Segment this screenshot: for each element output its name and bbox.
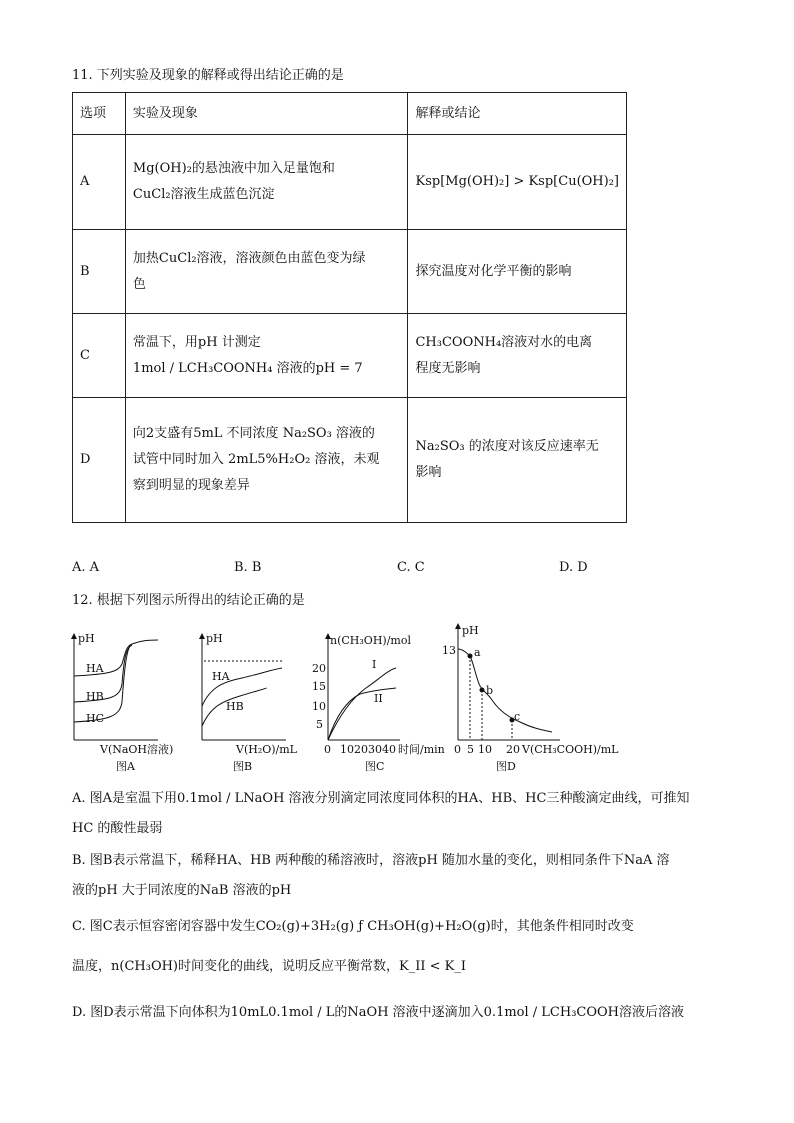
statement-a-line2: HC 的酸性最弱 xyxy=(72,821,163,836)
fig-d-label-a: a xyxy=(474,646,481,659)
figure-c xyxy=(312,634,445,773)
conclusion-line: CH₃COONH₄溶液对水的电离 xyxy=(415,334,593,350)
fig-a-caption: 图A xyxy=(116,760,135,773)
statement-d-line1: D. 图D表示常温下向体积为10mL0.1mol / L的NaOH 溶液中逐滴加入0.1mol / LCH₃COOH溶液后溶液 xyxy=(72,1005,685,1020)
header-option: 选项 xyxy=(73,93,126,135)
statement-c-line1: C. 图C表示恒容密闭容器中发生CO₂(g)+3H₂(g) ƒ CH₃OH(g)+H₂O(g)时，其他条件相同时改变 xyxy=(72,919,634,934)
row-conclusion xyxy=(408,398,627,523)
question-12-title: 12. 根据下列图示所得出的结论正确的是 xyxy=(72,593,305,608)
fig-a-label-hc: HC xyxy=(86,712,105,725)
row-conclusion xyxy=(408,230,627,314)
exp-line: 察到明显的现象差异 xyxy=(132,478,250,493)
row-option: D xyxy=(73,398,126,523)
fig-d-ytick-13: 13 xyxy=(442,644,456,657)
fig-d-ylabel: pH xyxy=(462,624,479,637)
row-option: B xyxy=(73,230,126,314)
exp-line: 色 xyxy=(132,276,146,292)
figure-b xyxy=(202,632,298,773)
fig-c-caption: 图C xyxy=(365,760,385,773)
exp-line: 试管中同时加入 2mL5%H₂O₂ 溶液，未观 xyxy=(132,452,380,467)
conclusion-line: 影响 xyxy=(415,465,442,480)
row-experiment xyxy=(125,398,408,523)
table-row xyxy=(73,314,627,398)
statement-b-line2: 液的pH 大于同浓度的NaB 溶液的pH xyxy=(72,883,292,898)
conclusion-line: Ksp[Mg(OH)₂] > Ksp[Cu(OH)₂] xyxy=(415,174,619,189)
fig-b-caption: 图B xyxy=(233,760,253,773)
fig-b-label-ha: HA xyxy=(212,670,230,683)
exp-line: 加热CuCl₂溶液，溶液颜色由蓝色变为绿 xyxy=(132,250,366,266)
table-header-row xyxy=(73,93,627,135)
figures-panel xyxy=(60,618,740,778)
fig-d-xlabel: V(CH₃COOH)/mL xyxy=(522,743,619,756)
fig-d-xtick-0: 0 xyxy=(454,743,461,756)
table-row xyxy=(73,398,627,523)
fig-a-label-ha: HA xyxy=(86,662,104,675)
statement-a-line1: A. 图A是室温下用0.1mol / LNaOH 溶液分别滴定同浓度同体积的HA、HB、HC三种酸滴定曲线，可推知 xyxy=(72,791,690,806)
fig-c-label-i: I xyxy=(372,658,377,671)
fig-c-curve-i xyxy=(328,668,396,740)
row-experiment xyxy=(125,230,408,314)
fig-d-point-b xyxy=(480,688,485,693)
option-c: C. C xyxy=(397,560,425,575)
exp-line: Mg(OH)₂的悬浊液中加入足量饱和 xyxy=(132,161,335,176)
fig-c-ytick-5: 5 xyxy=(316,718,323,731)
statement-c-line2: 温度，n(CH₃OH)时间变化的曲线，说明反应平衡常数，K_II < K_I xyxy=(72,959,466,974)
fig-d-xtick-10: 10 xyxy=(478,743,492,756)
fig-c-xtick-0: 0 xyxy=(324,743,331,756)
fig-c-curve-ii xyxy=(328,688,396,740)
exp-line: CuCl₂溶液生成蓝色沉淀 xyxy=(132,187,275,202)
row-experiment xyxy=(125,314,408,398)
conclusion-line: 程度无影响 xyxy=(415,360,481,376)
statement-b-line1: B. 图B表示常温下，稀释HA、HB 两种酸的稀溶液时，溶液pH 随加水量的变化，则相同条件下NaA 溶 xyxy=(72,853,670,868)
fig-c-xtick-10: 10 xyxy=(340,743,354,756)
exp-line: 向2支盛有5mL 不同浓度 Na₂SO₃ 溶液的 xyxy=(132,426,375,441)
exp-line: 1mol / LCH₃COONH₄ 溶液的pH = 7 xyxy=(132,360,363,376)
exp-line: 常温下，用pH 计测定 xyxy=(132,334,261,350)
header-experiment: 实验及现象 xyxy=(125,93,408,135)
fig-d-label-c: c xyxy=(514,710,521,723)
fig-c-ytick-15: 15 xyxy=(312,680,326,693)
table-row xyxy=(73,230,627,314)
row-conclusion xyxy=(408,135,627,230)
row-experiment xyxy=(125,135,408,230)
fig-c-ylabel: n(CH₃OH)/mol xyxy=(330,634,411,647)
fig-d-caption: 图D xyxy=(496,760,516,773)
fig-d-xtick-5: 5 xyxy=(467,743,474,756)
q11-table xyxy=(72,92,627,523)
fig-d-point-a xyxy=(468,654,473,659)
fig-c-xtick-30: 30 xyxy=(368,743,382,756)
row-conclusion xyxy=(408,314,627,398)
fig-b-xlabel: V(H₂O)/mL xyxy=(236,743,297,756)
fig-c-xtick-20: 20 xyxy=(354,743,368,756)
conclusion-line: Na₂SO₃ 的浓度对该反应速率无 xyxy=(415,439,599,454)
fig-b-label-hb: HB xyxy=(226,700,244,713)
header-conclusion: 解释或结论 xyxy=(408,93,627,135)
fig-b-ylabel: pH xyxy=(206,632,223,645)
fig-a-xlabel: V(NaOH溶液) xyxy=(100,743,174,756)
fig-c-ytick-20: 20 xyxy=(312,662,326,675)
option-b: B. B xyxy=(234,560,262,575)
fig-c-xlabel: 时间/min xyxy=(398,743,445,756)
fig-a-label-hb: HB xyxy=(86,690,104,703)
fig-c-label-ii: II xyxy=(374,692,383,705)
figure-d xyxy=(442,624,619,773)
figure-a xyxy=(74,632,173,773)
fig-d-curve xyxy=(458,649,552,732)
conclusion-line: 探究温度对化学平衡的影响 xyxy=(415,263,572,279)
fig-d-xtick-20: 20 xyxy=(506,743,520,756)
table-row xyxy=(73,135,627,230)
row-option: A xyxy=(73,135,126,230)
fig-c-ytick-10: 10 xyxy=(312,700,326,713)
question-11-title: 11. 下列实验及现象的解释或得出结论正确的是 xyxy=(72,68,344,83)
option-d: D. D xyxy=(559,560,588,575)
fig-d-label-b: b xyxy=(486,684,494,697)
option-a: A. A xyxy=(72,560,100,575)
fig-a-ylabel: pH xyxy=(78,632,95,645)
fig-c-xtick-40: 40 xyxy=(382,743,396,756)
row-option: C xyxy=(73,314,126,398)
